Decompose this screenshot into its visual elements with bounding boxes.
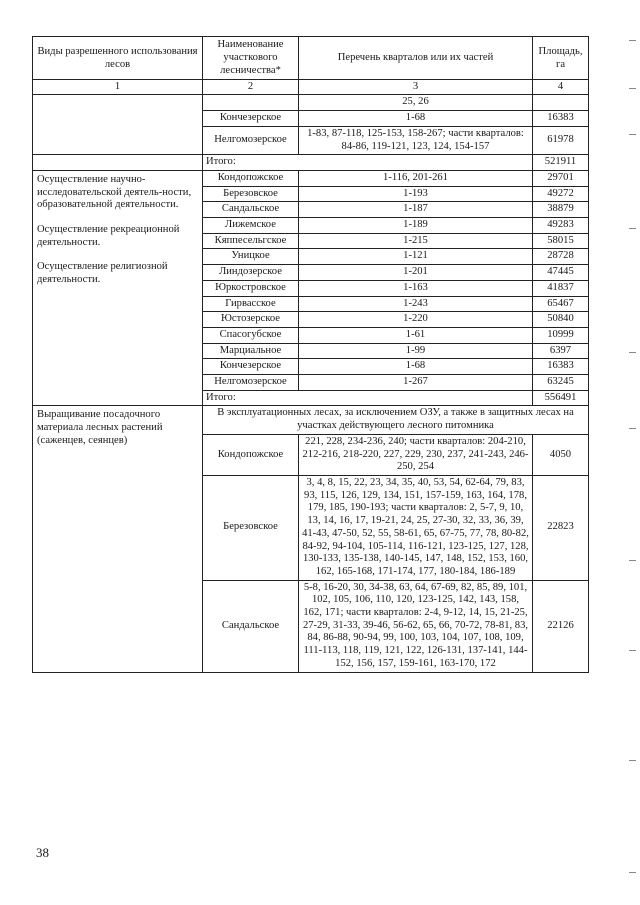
- district-cell: Марциальное: [203, 343, 299, 359]
- district-cell: Юстозерское: [203, 312, 299, 328]
- quarters-cell: 1-267: [299, 375, 533, 391]
- quarters-cell: 3, 4, 8, 15, 22, 23, 34, 35, 40, 53, 54, 62-64, 79, 83, 93, 115, 126, 129, 134, 151, 157-159, 163, 164, 178, 179, 185, 190-193; части кварталов: 2, 5-7, 9, 10, 13, 14, 16, 17, 19-21, 24, 25, 27-30, 32, 33, 36, 39, 41-43, 47-50, 52, 55, 58-61, 65, 67-75, 77, 78, 80-82, 84-92, 94-104, 105-114, 116-121, 123-125, 127, 128, 130-133, 135-138, 140-145, 147, 148, 152, 153, 160, 162, 165-168, 171-174, 177, 180-184, 186-189: [299, 475, 533, 580]
- quarters-cell: 5-8, 16-20, 30, 34-38, 63, 64, 67-69, 82, 85, 89, 101, 102, 105, 106, 110, 120, 123-125, 142, 143, 158, 162, 171; части кварталов: 2-4, 9-12, 14, 15, 21-25, 27-29, 31-33, 39-46, 56-62, 65, 66, 70-72, 78-81, 83, 84, 86-88, 90-94, 99, 100, 103, 104, 107, 108, 109, 111-113, 118, 119, 121, 122, 126-131, 137-141, 144-152, 156, 157, 159-161, 163-170, 172: [299, 580, 533, 672]
- use-type-cell: [33, 95, 203, 155]
- quarters-cell: 1-201: [299, 265, 533, 281]
- area-cell: 16383: [533, 111, 589, 127]
- column-number-row: [33, 79, 589, 95]
- header-area: Площадь, га: [533, 37, 589, 80]
- quarters-cell: 1-220: [299, 312, 533, 328]
- quarters-cell: 221, 228, 234-236, 240; части кварталов: 204-210, 212-216, 218-220, 227, 229, 230, 237, 241-243, 246-250, 254: [299, 434, 533, 475]
- total-label: Итого:: [203, 390, 533, 406]
- total-row: [33, 155, 589, 171]
- district-cell: Линдозерское: [203, 265, 299, 281]
- column-number: 4: [533, 79, 589, 95]
- district-cell: Кончезерское: [203, 359, 299, 375]
- area-cell: 50840: [533, 312, 589, 328]
- scan-edge-marks: [620, 0, 640, 905]
- total-area: 556491: [533, 390, 589, 406]
- table-row: [33, 406, 589, 434]
- column-number: 1: [33, 79, 203, 95]
- district-cell: Кяппесельгское: [203, 233, 299, 249]
- district-cell: Березовское: [203, 186, 299, 202]
- area-cell: 65467: [533, 296, 589, 312]
- forest-use-table: [32, 36, 589, 673]
- district-cell: Лижемское: [203, 218, 299, 234]
- district-cell: [203, 95, 299, 111]
- area-cell: 49272: [533, 186, 589, 202]
- column-number: 2: [203, 79, 299, 95]
- district-cell: Уницкое: [203, 249, 299, 265]
- area-cell: 41837: [533, 280, 589, 296]
- area-cell: 47445: [533, 265, 589, 281]
- nursery-note: В эксплуатационных лесах, за исключением ОЗУ, а также в защитных лесах на участках действующего лесного питомника: [203, 406, 589, 434]
- quarters-cell: 1-163: [299, 280, 533, 296]
- area-cell: 22823: [533, 475, 589, 580]
- column-number: 3: [299, 79, 533, 95]
- use-type-text: Выращивание посадочного материала лесных растений (саженцев, сеянцев): [37, 409, 163, 446]
- quarters-cell: 1-121: [299, 249, 533, 265]
- district-cell: Сандальское: [203, 580, 299, 672]
- header-quarters: Перечень кварталов или их частей: [299, 37, 533, 80]
- district-cell: Юркостровское: [203, 280, 299, 296]
- use-type-text: Осуществление религиозной деятельности.: [37, 261, 168, 286]
- quarters-cell: 1-83, 87-118, 125-153, 158-267; части кварталов: 84-86, 119-121, 123, 124, 154-157: [299, 126, 533, 154]
- quarters-cell: 1-116, 201-261: [299, 170, 533, 186]
- district-cell: Сандальское: [203, 202, 299, 218]
- district-cell: Нелгомозерское: [203, 126, 299, 154]
- area-cell: 4050: [533, 434, 589, 475]
- area-cell: 22126: [533, 580, 589, 672]
- area-cell: 49283: [533, 218, 589, 234]
- district-cell: Спасогубское: [203, 327, 299, 343]
- area-cell: 10999: [533, 327, 589, 343]
- use-type-text: Осуществление научно-исследовательской деятель-ности, образовательной деятельности.: [37, 173, 192, 211]
- area-cell: [533, 95, 589, 111]
- use-type-text: Осуществление рекреационной деятельности.: [37, 224, 180, 248]
- quarters-cell: 1-68: [299, 111, 533, 127]
- area-cell: 63245: [533, 375, 589, 391]
- use-type-cell: [33, 155, 203, 171]
- district-cell: Нелгомозерское: [203, 375, 299, 391]
- quarters-cell: 1-68: [299, 359, 533, 375]
- quarters-cell: 1-189: [299, 218, 533, 234]
- quarters-cell: 1-243: [299, 296, 533, 312]
- district-cell: Березовское: [203, 475, 299, 580]
- page-number: 38: [36, 845, 49, 860]
- district-cell: Гирвасское: [203, 296, 299, 312]
- quarters-cell: 1-193: [299, 186, 533, 202]
- quarters-cell: 1-61: [299, 327, 533, 343]
- total-label: Итого:: [203, 155, 533, 171]
- area-cell: 29701: [533, 170, 589, 186]
- quarters-cell: 1-215: [299, 233, 533, 249]
- total-area: 521911: [533, 155, 589, 171]
- header-district: Наименование участкового лесничества*: [203, 37, 299, 80]
- use-type-cell: [33, 170, 203, 406]
- quarters-cell: 1-99: [299, 343, 533, 359]
- district-cell: Кончезерское: [203, 111, 299, 127]
- area-cell: 61978: [533, 126, 589, 154]
- area-cell: 6397: [533, 343, 589, 359]
- district-cell: Кондопожское: [203, 170, 299, 186]
- quarters-cell: 25, 26: [299, 95, 533, 111]
- table-row: [33, 170, 589, 186]
- area-cell: 28728: [533, 249, 589, 265]
- quarters-cell: 1-187: [299, 202, 533, 218]
- district-cell: Кондопожское: [203, 434, 299, 475]
- area-cell: 58015: [533, 233, 589, 249]
- use-type-cell: [33, 406, 203, 672]
- header-row: [33, 37, 589, 80]
- area-cell: 38879: [533, 202, 589, 218]
- header-use-types: Виды разрешенного использования лесов: [33, 37, 203, 80]
- area-cell: 16383: [533, 359, 589, 375]
- table-row: [33, 95, 589, 111]
